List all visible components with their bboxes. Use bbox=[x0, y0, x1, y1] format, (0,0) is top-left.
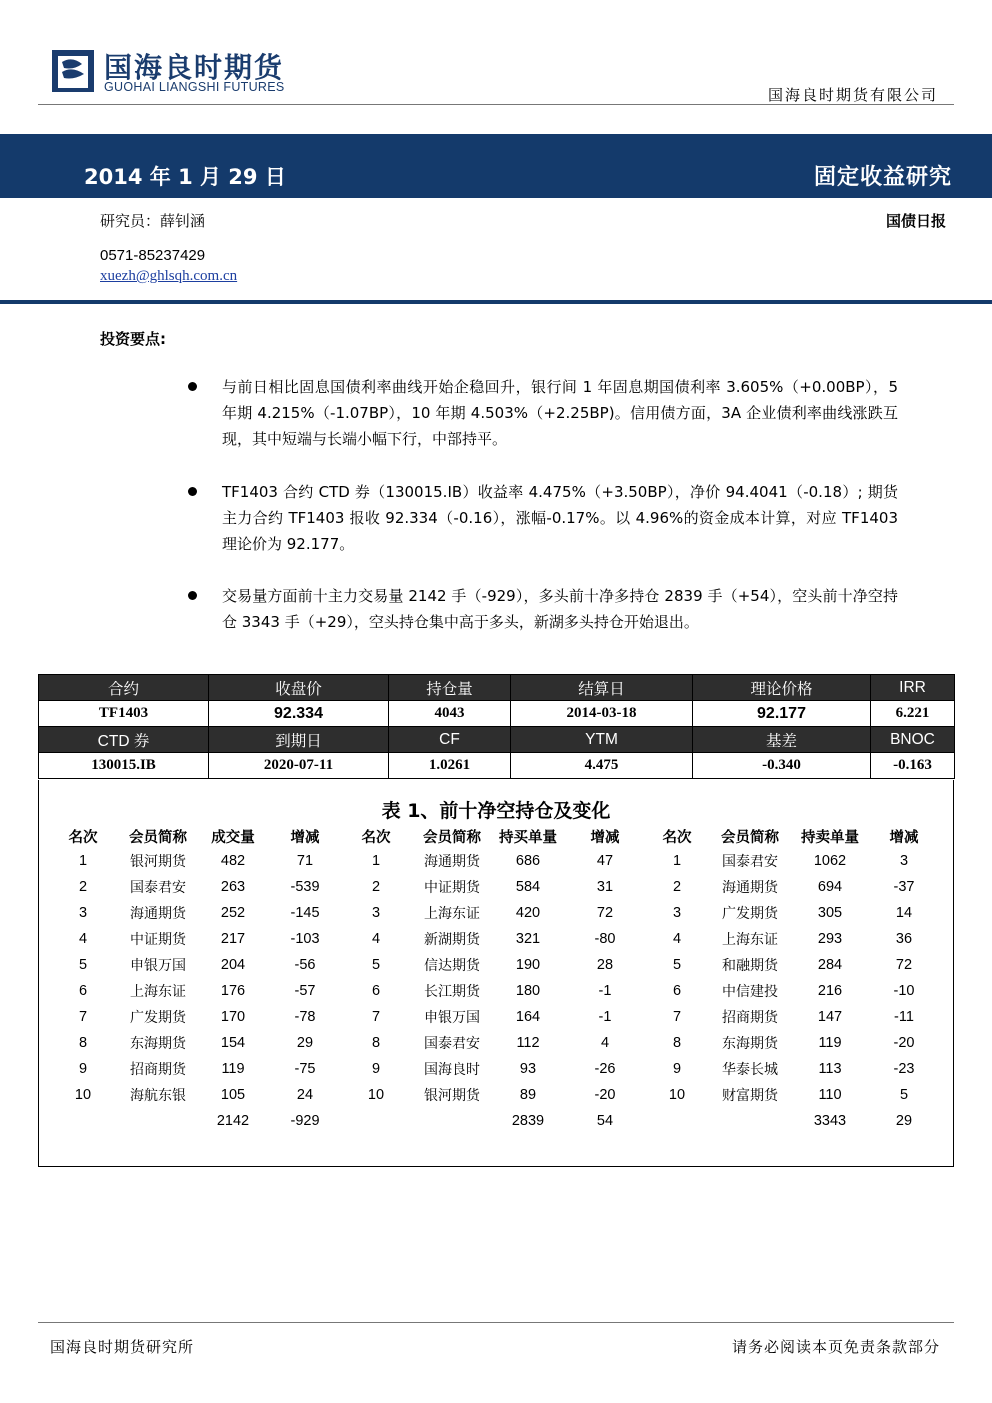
report-type: 国债日报 bbox=[885, 212, 946, 230]
table-cell: -145 bbox=[290, 905, 320, 921]
footer-left: 国海良时期货研究所 bbox=[50, 1338, 195, 1356]
table-cell: 29 bbox=[895, 1113, 913, 1129]
column-header: 持买单量 bbox=[499, 829, 557, 846]
bullet-icon bbox=[188, 382, 197, 391]
table-cell: 29 bbox=[296, 1035, 314, 1051]
table-cell: 119 bbox=[818, 1035, 842, 1051]
value-cell: -0.340 bbox=[693, 753, 871, 779]
table-cell: 1 bbox=[672, 853, 682, 869]
table-cell: 3 bbox=[371, 905, 381, 921]
table-cell: 3343 bbox=[813, 1113, 847, 1129]
table-cell bbox=[710, 1108, 790, 1134]
table-cell: 113 bbox=[818, 1061, 842, 1077]
table-cell bbox=[414, 1108, 490, 1134]
table-cell: 263 bbox=[220, 879, 246, 895]
table-cell: 72 bbox=[596, 905, 614, 921]
table-cell: 293 bbox=[817, 931, 843, 947]
table-cell: 305 bbox=[817, 905, 843, 921]
column-header: 名次 bbox=[68, 829, 98, 846]
table-cell: -10 bbox=[893, 983, 915, 999]
table-cell: 482 bbox=[220, 853, 246, 869]
table-cell: 71 bbox=[296, 853, 314, 869]
table-cell: 5 bbox=[899, 1087, 909, 1103]
table-cell: 6 bbox=[672, 983, 682, 999]
table-cell: 284 bbox=[817, 957, 843, 973]
value-cell: 4.475 bbox=[511, 753, 693, 779]
table-cell: 8 bbox=[78, 1035, 88, 1051]
table-cell: 584 bbox=[515, 879, 541, 895]
table-cell: 海通期货 bbox=[722, 880, 778, 896]
table-cell: 2839 bbox=[511, 1113, 545, 1129]
table-cell: -75 bbox=[294, 1061, 316, 1077]
value-cell: 6.221 bbox=[871, 701, 955, 727]
report-date: 2014 年 1 月 29 日 bbox=[84, 165, 286, 189]
table-cell: 东海期货 bbox=[130, 1036, 186, 1052]
table-row bbox=[44, 1056, 938, 1082]
table-cell: -103 bbox=[290, 931, 320, 947]
footer-disclaimer: 请务必阅读本页免责条款部分 bbox=[731, 1338, 940, 1356]
table-cell: 国泰君安 bbox=[130, 880, 186, 896]
table-cell: -11 bbox=[894, 1009, 914, 1025]
table-cell: 海航东银 bbox=[130, 1088, 186, 1104]
table-cell: 14 bbox=[895, 905, 913, 921]
table-cell: 2142 bbox=[216, 1113, 250, 1129]
company-logo-icon bbox=[48, 44, 98, 94]
table-cell: 1 bbox=[78, 853, 88, 869]
table-cell: -23 bbox=[893, 1061, 915, 1077]
table-cell: 252 bbox=[220, 905, 246, 921]
table-cell: 7 bbox=[371, 1009, 381, 1025]
section-title: 固定收益研究 bbox=[813, 165, 952, 190]
value-cell: TF1403 bbox=[39, 701, 209, 727]
table-cell: 上海东证 bbox=[424, 906, 480, 922]
table-cell: 信达期货 bbox=[424, 958, 480, 974]
table-row bbox=[44, 1004, 938, 1030]
table-cell: 国泰君安 bbox=[424, 1036, 480, 1052]
table-cell: 1062 bbox=[813, 853, 847, 869]
header-cell: IRR bbox=[871, 675, 955, 701]
table-cell: 5 bbox=[78, 957, 88, 973]
column-header: 持卖单量 bbox=[801, 829, 859, 846]
table-row bbox=[44, 952, 938, 978]
column-header: 增减 bbox=[889, 829, 919, 846]
column-header: 会员简称 bbox=[721, 829, 779, 846]
value-cell: 2020-07-11 bbox=[209, 753, 389, 779]
header-cell: BNOC bbox=[871, 727, 955, 753]
key-point-2: TF1403 合约 CTD 券（130015.IB）收益率 4.475%（+3.50BP），净价 94.4041（-0.18）; 期货主力合约 TF1403 报收 92.334（-0.16），涨幅-0.17%。以 4.96%的资金成本计算，对应 TF1403 理论价为 92.177。 bbox=[222, 483, 898, 553]
value-cell: 4043 bbox=[389, 701, 511, 727]
table-cell: 长江期货 bbox=[424, 984, 480, 1000]
company-name: 国海良时期货有限公司 bbox=[767, 86, 938, 104]
table-cell: 海通期货 bbox=[130, 906, 186, 922]
table-cell: 72 bbox=[895, 957, 913, 973]
table-cell: 4 bbox=[600, 1035, 610, 1051]
summary-value-row bbox=[39, 753, 955, 779]
table-header-row bbox=[44, 824, 938, 848]
header-cell: YTM bbox=[511, 727, 693, 753]
table-cell: 7 bbox=[672, 1009, 682, 1025]
analyst-name: 研究员：薛钊涵 bbox=[100, 212, 206, 230]
table-cell: 银河期货 bbox=[130, 854, 186, 870]
logo-cn-text: 国海良时期货 bbox=[104, 51, 285, 84]
table-cell: 190 bbox=[515, 957, 541, 973]
table-cell: 5 bbox=[371, 957, 381, 973]
table-cell: 财富期货 bbox=[722, 1088, 778, 1104]
table-row bbox=[44, 1030, 938, 1056]
table-cell: 中证期货 bbox=[424, 880, 480, 896]
footer-divider bbox=[38, 1322, 954, 1323]
column-header: 会员简称 bbox=[423, 829, 481, 846]
table-cell: 105 bbox=[220, 1087, 246, 1103]
header-cell: CTD 券 bbox=[39, 727, 209, 753]
summary-table bbox=[38, 674, 955, 779]
table-cell: 和融期货 bbox=[722, 958, 778, 974]
table-cell: 420 bbox=[515, 905, 541, 921]
table-cell: -1 bbox=[598, 1009, 612, 1025]
table-cell: 10 bbox=[668, 1087, 686, 1103]
table-cell: 中证期货 bbox=[130, 932, 186, 948]
table-cell: 2 bbox=[371, 879, 381, 895]
header-cell: 持仓量 bbox=[389, 675, 511, 701]
table-cell bbox=[44, 1108, 122, 1134]
key-points-title: 投资要点: bbox=[100, 330, 166, 348]
table-cell: 2 bbox=[672, 879, 682, 895]
section-divider bbox=[0, 300, 992, 304]
header-cell: 基差 bbox=[693, 727, 871, 753]
table-cell: -37 bbox=[893, 879, 915, 895]
table-cell: 新湖期货 bbox=[424, 932, 480, 948]
header-cell: 合约 bbox=[39, 675, 209, 701]
table-cell: 3 bbox=[899, 853, 909, 869]
table-cell: 204 bbox=[220, 957, 246, 973]
table-row bbox=[44, 978, 938, 1004]
table-cell: 47 bbox=[596, 853, 614, 869]
table-cell: 216 bbox=[817, 983, 843, 999]
table-cell bbox=[122, 1108, 194, 1134]
table-cell: 321 bbox=[515, 931, 541, 947]
column-header: 成交量 bbox=[211, 829, 255, 846]
table-cell: 东海期货 bbox=[722, 1036, 778, 1052]
column-header: 名次 bbox=[662, 829, 692, 846]
table-cell: -539 bbox=[290, 879, 320, 895]
table-cell: -26 bbox=[594, 1061, 616, 1077]
table-cell: 24 bbox=[296, 1087, 314, 1103]
table-cell: 9 bbox=[672, 1061, 682, 1077]
table-cell: 180 bbox=[515, 983, 541, 999]
table-cell: -78 bbox=[294, 1009, 316, 1025]
table-cell: 2 bbox=[78, 879, 88, 895]
table-cell bbox=[338, 1108, 414, 1134]
key-point-3: 交易量方面前十主力交易量 2142 手（-929），多头前十净多持仓 2839 手（+54），空头前十净空持仓 3343 手（+29），空头持仓集中高于多头，新湖多头持仓开始退出。 bbox=[222, 587, 898, 631]
table-cell: 申银万国 bbox=[130, 958, 186, 974]
table-cell: 93 bbox=[519, 1061, 537, 1077]
table-cell: 694 bbox=[817, 879, 843, 895]
table-cell: 4 bbox=[371, 931, 381, 947]
table-cell: 9 bbox=[78, 1061, 88, 1077]
table-cell: 31 bbox=[596, 879, 614, 895]
analyst-phone: 0571-85237429 bbox=[100, 247, 206, 264]
table-cell: 上海东证 bbox=[130, 984, 186, 1000]
table-cell: 154 bbox=[220, 1035, 246, 1051]
table-cell: 6 bbox=[78, 983, 88, 999]
value-cell: 1.0261 bbox=[389, 753, 511, 779]
table-row bbox=[44, 874, 938, 900]
column-header: 增减 bbox=[590, 829, 620, 846]
table-cell: 4 bbox=[672, 931, 682, 947]
header-cell: 理论价格 bbox=[693, 675, 871, 701]
table-cell: -56 bbox=[294, 957, 316, 973]
table-row bbox=[44, 1082, 938, 1108]
table-cell: 1 bbox=[371, 853, 381, 869]
table-cell: 8 bbox=[672, 1035, 682, 1051]
table-cell: 银河期货 bbox=[424, 1088, 480, 1104]
table-cell: 217 bbox=[220, 931, 246, 947]
summary-header-row bbox=[39, 727, 955, 753]
table-cell: 招商期货 bbox=[130, 1062, 186, 1078]
value-cell: 130015.IB bbox=[39, 753, 209, 779]
table-cell: -20 bbox=[893, 1035, 915, 1051]
header-divider bbox=[38, 104, 954, 105]
table-cell: 广发期货 bbox=[722, 906, 778, 922]
summary-value-row bbox=[39, 701, 955, 727]
table-row bbox=[44, 848, 938, 874]
table-cell: 54 bbox=[596, 1113, 614, 1129]
logo-en-text: GUOHAI LIANGSHI FUTURES bbox=[104, 80, 285, 94]
column-header: 增减 bbox=[290, 829, 320, 846]
table-cell: 6 bbox=[371, 983, 381, 999]
value-cell: -0.163 bbox=[871, 753, 955, 779]
table-cell: 686 bbox=[515, 853, 541, 869]
table-cell: 8 bbox=[371, 1035, 381, 1051]
table-cell: 176 bbox=[220, 983, 246, 999]
table-cell: 广发期货 bbox=[130, 1010, 186, 1026]
table-cell: -57 bbox=[294, 983, 316, 999]
table-row bbox=[44, 926, 938, 952]
header-cell: 收盘价 bbox=[209, 675, 389, 701]
positions-table-title: 表 1、前十净空持仓及变化 bbox=[381, 800, 611, 822]
bullet-icon bbox=[188, 487, 197, 496]
header-cell: 到期日 bbox=[209, 727, 389, 753]
table-cell: -80 bbox=[594, 931, 616, 947]
header-cell: CF bbox=[389, 727, 511, 753]
table-cell: 海通期货 bbox=[424, 854, 480, 870]
table-cell: -1 bbox=[598, 983, 612, 999]
value-cell: 92.334 bbox=[209, 701, 389, 727]
table-cell: 10 bbox=[74, 1087, 92, 1103]
table-cell: 申银万国 bbox=[424, 1010, 480, 1026]
table-cell: 上海东证 bbox=[722, 932, 778, 948]
table-cell: 中信建投 bbox=[722, 984, 778, 1000]
table-cell: 110 bbox=[818, 1087, 842, 1103]
table-cell: 9 bbox=[371, 1061, 381, 1077]
table-cell: 10 bbox=[367, 1087, 385, 1103]
positions-table bbox=[44, 824, 938, 1134]
table-cell: 36 bbox=[895, 931, 913, 947]
column-header: 会员简称 bbox=[129, 829, 187, 846]
column-header: 名次 bbox=[361, 829, 391, 846]
table-cell: 170 bbox=[220, 1009, 246, 1025]
table-cell bbox=[644, 1108, 710, 1134]
table-cell: -20 bbox=[594, 1087, 616, 1103]
table-cell: 89 bbox=[519, 1087, 537, 1103]
summary-header-row bbox=[39, 675, 955, 701]
table-cell: 招商期货 bbox=[722, 1010, 778, 1026]
table-cell: 7 bbox=[78, 1009, 88, 1025]
table-cell: 5 bbox=[672, 957, 682, 973]
value-cell: 2014-03-18 bbox=[511, 701, 693, 727]
totals-row bbox=[44, 1108, 938, 1134]
table-cell: 112 bbox=[516, 1035, 540, 1051]
header-cell: 结算日 bbox=[511, 675, 693, 701]
table-cell: 国海良时 bbox=[424, 1062, 480, 1078]
table-cell: 国泰君安 bbox=[722, 854, 778, 870]
table-cell: 164 bbox=[515, 1009, 541, 1025]
key-point-1: 与前日相比固息国债利率曲线开始企稳回升，银行间 1 年固息期国债利率 3.605%（+0.00BP），5 年期 4.215%（-1.07BP），10 年期 4.503%（+2.25BP)。信用债方面，3A 企业债利率曲线涨跌互现，其中短端与长端小幅下行，中部持平。 bbox=[222, 378, 898, 448]
table-cell: 119 bbox=[221, 1061, 245, 1077]
value-cell: 92.177 bbox=[693, 701, 871, 727]
analyst-email-link[interactable]: xuezh@ghlsqh.com.cn bbox=[100, 268, 238, 284]
table-row bbox=[44, 900, 938, 926]
table-cell: -929 bbox=[290, 1113, 320, 1129]
table-cell: 华泰长城 bbox=[722, 1062, 778, 1078]
table-cell: 3 bbox=[672, 905, 682, 921]
table-cell: 3 bbox=[78, 905, 88, 921]
table-cell: 28 bbox=[596, 957, 614, 973]
bullet-icon bbox=[188, 591, 197, 600]
table-cell: 4 bbox=[78, 931, 88, 947]
table-cell: 147 bbox=[817, 1009, 843, 1025]
